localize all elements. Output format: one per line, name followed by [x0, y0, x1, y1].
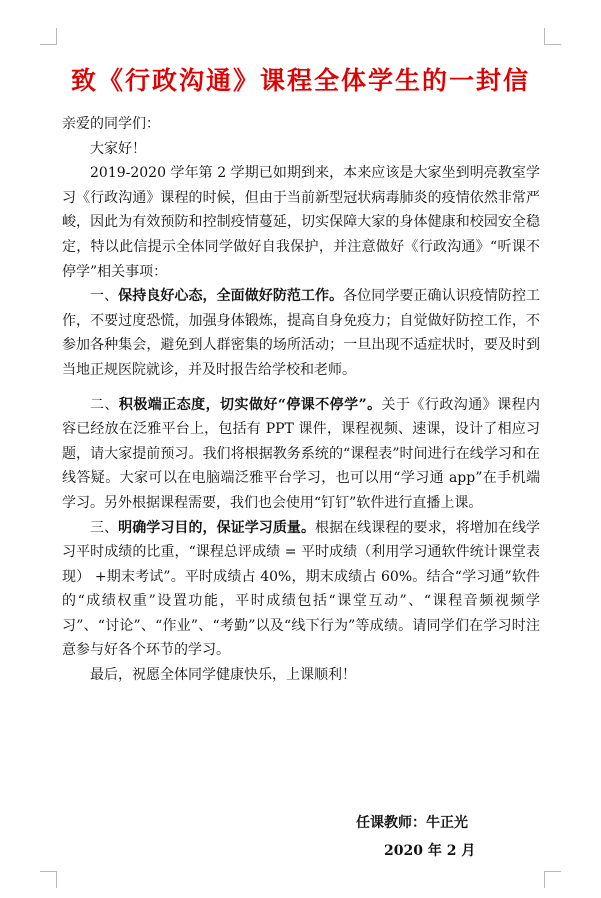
intro-paragraph: 2019-2020 学年第 2 学期已如期到来，本来应该是大家坐到明亮教室学习《行政沟通》课程的时候，但由于当前新型冠状病毒肺炎的疫情依然非常严峻，因此为有效预防和控制疫情蔓延，切实保障大家的身体健康和校园安全稳定，特以此信提示全体同学做好自我保护，并注意做好《行政沟通》“听课不停学”相关事项： — [62, 165, 540, 280]
section-heading: 明确学习目的，保证学习质量。 — [118, 519, 316, 536]
section-paragraph-1 — [62, 284, 540, 382]
section-body: 关于《行政沟通》课程内容已经放在泛雅平台上，包括有 PPT 课件，课程视频、速课，设计了相应习题，请大家提前预习。我们将根据教务系统的“课程表”时间进行在线学习和在线答疑。大家可以在电脑端泛雅平台学习，也可以用“学习通 app”在手机端学习。另外根据课程需要，我们也会使用“钉钉”软件进行直播上课。 — [62, 396, 541, 511]
section-paragraph-3 — [62, 516, 540, 664]
section-number: 二、 — [90, 396, 119, 413]
section-body: 各位同学要正确认识疫情防控工作，不要过度恐慌，加强身体锻炼，提高自身免疫力；自觉做好防控工作，不参加各种集会，避免到人群密集的场所活动；一旦出现不适症状时，要及时到当地正规医院就诊，并及时报告给学校和老师。 — [62, 288, 541, 378]
section-body: 根据在线课程的要求，将增加在线学习平时成绩的比重，“课程总评成绩 = 平时成绩（利用学习通软件统计课堂表现） +期末考试”。平时成绩占 40%，期末成绩占 60%。结合“学习通”软件的“成绩权重”设置功能，平时成绩包括“课堂互动”、“课程音频视频学习”、“讨论”、“作业”、“考勤”以及“线下行为”等成绩。请同学们在学习时注意参与好各个环节的学习。 — [62, 519, 541, 659]
salutation: 亲爱的同学们： — [62, 116, 160, 132]
section-number: 三、 — [90, 519, 119, 536]
crop-mark-bottom-right — [544, 871, 561, 888]
date: 2020 年 2 月 — [384, 843, 476, 859]
closing-paragraph: 最后，祝愿全体同学健康快乐，上课顺利！ — [90, 667, 356, 684]
crop-mark-bottom-left — [40, 871, 57, 888]
section-heading: 积极端正态度，切实做好“停课不停学”。 — [118, 396, 382, 413]
greeting: 大家好！ — [90, 140, 146, 157]
section-paragraph-2 — [62, 393, 540, 516]
signature: 任课教师：牛正光 — [356, 815, 468, 831]
crop-mark-top-right — [544, 28, 561, 45]
section-number: 一、 — [90, 288, 119, 305]
letter-body — [62, 112, 540, 688]
section-heading: 保持良好心态，全面做好防范工作。 — [118, 288, 344, 305]
crop-mark-top-left — [40, 28, 57, 45]
document-title: 致《行政沟通》课程全体学生的一封信 — [70, 65, 530, 95]
